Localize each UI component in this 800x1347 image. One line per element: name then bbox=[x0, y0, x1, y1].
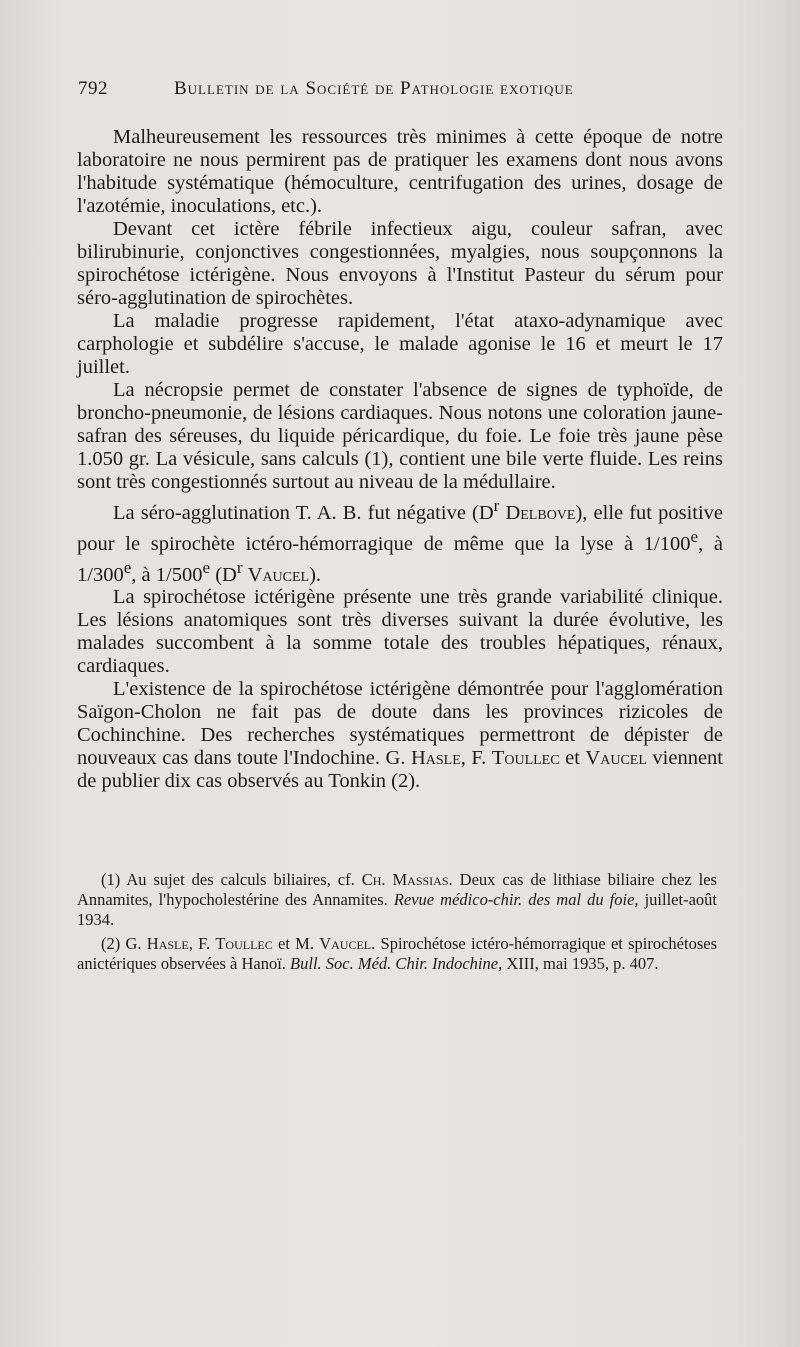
paragraph: La maladie progresse rapidement, l'état ataxo-adynamique avec carphologie et subdélire s'accuse, le malade agonise le 16 et meurt le 17 juillet. bbox=[77, 310, 723, 378]
author-name: Hasle bbox=[146, 934, 189, 953]
paragraph: La spirochétose ictérigène présente une très grande variabilité clinique. Les lésions anatomiques sont très diverses suivant la durée évolutive, les malades succombent à la somme totale des troubles hépatiques, rénaux, cardiaques. bbox=[77, 586, 723, 678]
text-run: , F. bbox=[188, 934, 216, 953]
text-run: XIII, mai 1935, p. 407. bbox=[502, 954, 659, 973]
journal-title: Bull. Soc. Méd. Chir. Indochine, bbox=[290, 954, 503, 973]
main-text bbox=[77, 126, 723, 793]
author-name: Toullec bbox=[215, 934, 273, 953]
page-number: 792 bbox=[78, 78, 108, 99]
text-run: ). bbox=[309, 563, 322, 586]
text-run: . Deux cas de lithiase biliaire chez les Annamites, l'hypocholestérine des Annamites. bbox=[77, 870, 717, 909]
superscript: e bbox=[202, 557, 211, 577]
paragraph bbox=[77, 494, 723, 586]
text-run: . Spirochétose ictéro-hémorragique et spirochétoses anictériques observées à Hanoï. bbox=[77, 934, 717, 973]
text-run: L'existence de la spirochétose ictérigène démontrée pour l'agglomération Saïgon-Cholon ne fait pas de doute dans les provinces rizicoles de Cochinchine. Des recherches systématiques permettront de dépister de nouveaux cas dans toute l'Indochine. G. bbox=[77, 678, 723, 770]
paragraph: La nécropsie permet de constater l'absence de signes de typhoïde, de broncho-pneumonie, de lésions cardiaques. Nous notons une coloration jaune-safran des séreuses, du liquide péricardique, du foie. Le foie très jaune pèse 1.050 gr. La vésicule, sans calculs (1), contient une bile verte fluide. Les reins sont très congestionnés surtout au niveau de la médullaire. bbox=[77, 379, 723, 493]
author-name: Vaucel bbox=[247, 563, 310, 586]
author-name: Vaucel bbox=[319, 934, 372, 953]
superscript: r bbox=[236, 557, 243, 577]
journal-title: Revue médico-chir. des mal du foie, bbox=[393, 890, 639, 909]
text-run: Au sujet des calculs biliaires, cf. bbox=[120, 870, 362, 889]
text-run: , F. bbox=[460, 747, 492, 770]
author-name: Ch. Massias bbox=[361, 870, 449, 889]
superscript: e bbox=[123, 557, 132, 577]
footnote bbox=[77, 934, 717, 974]
text-run: juillet-août 1934. bbox=[77, 890, 717, 929]
paragraph: Malheureusement les ressources très minimes à cette époque de notre laboratoire ne nous permirent pas de pratiquer les examens dont nous avons l'habitude systématique (hémoculture, centrifugation des urines, dosage de l'azotémie, inoculations, etc.). bbox=[77, 126, 723, 217]
text-run: G. bbox=[120, 934, 147, 953]
text-run: et bbox=[559, 747, 586, 770]
text-run: ), elle fut positive pour le spirochète ictéro-hémorragique de même que la lyse à 1/100 bbox=[77, 501, 724, 555]
text-run: , à 1/300 bbox=[77, 532, 723, 586]
text-run: La séro-agglutination T. A. B. fut négative (D bbox=[113, 501, 494, 524]
superscript: r bbox=[493, 496, 500, 515]
text-run: viennent de publier dix cas observés au Tonkin (2). bbox=[77, 747, 723, 793]
footnote-marker: (2) bbox=[101, 934, 121, 953]
text-run: , à 1/500 bbox=[131, 563, 203, 586]
author-name: Toullec bbox=[491, 747, 560, 770]
author-name: Vaucel bbox=[585, 747, 647, 770]
author-name: Delbove bbox=[505, 501, 576, 524]
paragraph: Devant cet ictère fébrile infectieux aigu, couleur safran, avec bilirubinurie, conjonctives congestionnées, myalgies, nous soupçonnons la spirochétose ictérigène. Nous envoyons à l'Institut Pasteur du sérum pour séro-agglutination de spirochètes. bbox=[77, 218, 723, 309]
text-run: (D bbox=[210, 563, 237, 586]
author-name: Hasle bbox=[410, 747, 461, 770]
running-title: Bulletin de la Société de Pathologie exotique bbox=[174, 78, 574, 99]
text-run: et M. bbox=[272, 934, 320, 953]
footnote-marker: (1) bbox=[101, 870, 121, 889]
footnote bbox=[77, 870, 717, 930]
page-header bbox=[78, 78, 720, 108]
footnotes bbox=[77, 870, 717, 978]
superscript: e bbox=[690, 526, 699, 546]
paragraph bbox=[77, 678, 723, 793]
